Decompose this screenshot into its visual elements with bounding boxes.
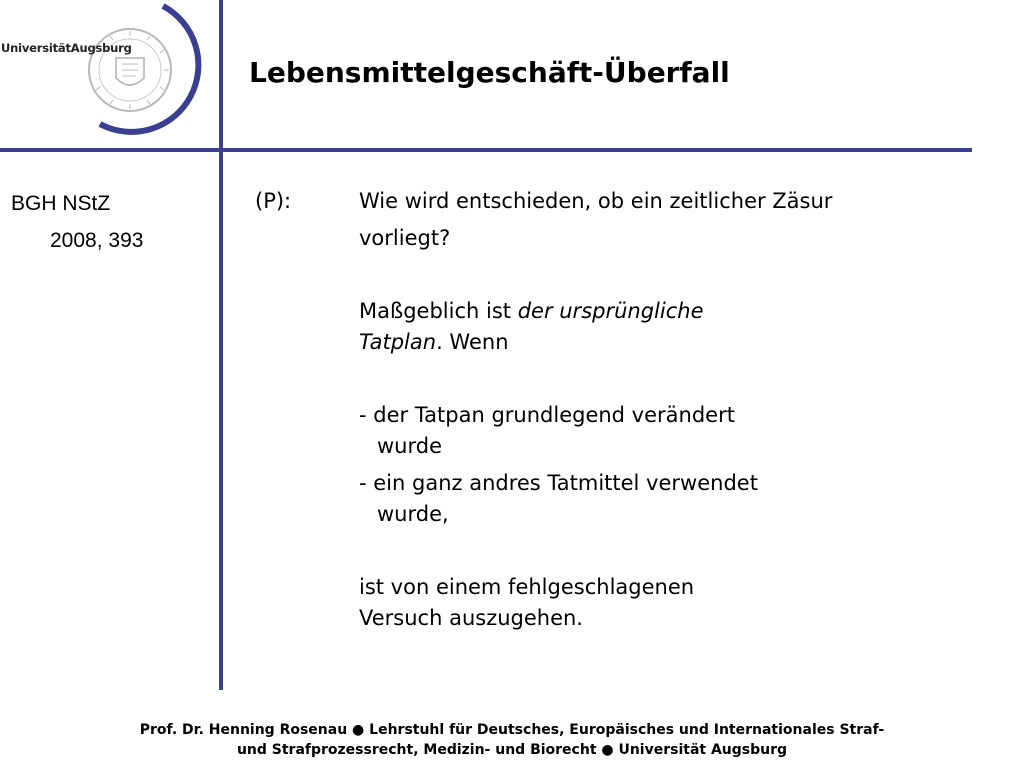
- university-logo: [0, 0, 215, 140]
- footer: [0, 720, 1024, 760]
- vertical-divider: [219, 0, 223, 690]
- footer-line-2: und Strafprozessrecht, Medizin- und Biorecht ● Universität Augsburg: [236, 742, 788, 758]
- measure-line-2: [359, 327, 509, 358]
- question-line-1: Wie wird entschieden, ob ein zeitlicher Zäsur: [359, 189, 833, 213]
- citation-line-1: BGH NStZ: [11, 192, 111, 215]
- bullet-2-line-1: - ein ganz andres Tatmittel verwendet: [359, 471, 758, 495]
- bullet-1-line-2: wurde: [377, 434, 442, 458]
- horizontal-divider: [0, 148, 972, 152]
- measure-emphasis-2: Tatplan: [359, 330, 437, 354]
- footer-line-1: Prof. Dr. Henning Rosenau ● Lehrstuhl für Deutsches, Europäisches und Internationales Straf-: [139, 722, 885, 738]
- conclusion-line-2: Versuch auszugehen.: [359, 606, 583, 630]
- question-line-2: vorliegt?: [359, 226, 451, 250]
- measure-prefix: Maßgeblich ist: [359, 299, 518, 323]
- citation-line-2: 2008, 393: [50, 229, 144, 252]
- university-seal-icon: [0, 0, 215, 140]
- bullet-1-line-1: - der Tatpan grundlegend verändert: [359, 403, 735, 427]
- measure-suffix: . Wenn: [436, 330, 509, 354]
- slide-title: Lebensmittelgeschäft-Überfall: [249, 56, 730, 89]
- problem-label: (P):: [255, 189, 292, 213]
- measure-line-1: [359, 296, 704, 327]
- university-name: UniversitätAugsburg: [1, 41, 132, 55]
- conclusion-line-1: ist von einem fehlgeschlagenen: [359, 575, 695, 599]
- measure-emphasis-1: der ursprüngliche: [517, 299, 704, 323]
- bullet-2-line-2: wurde,: [377, 502, 449, 526]
